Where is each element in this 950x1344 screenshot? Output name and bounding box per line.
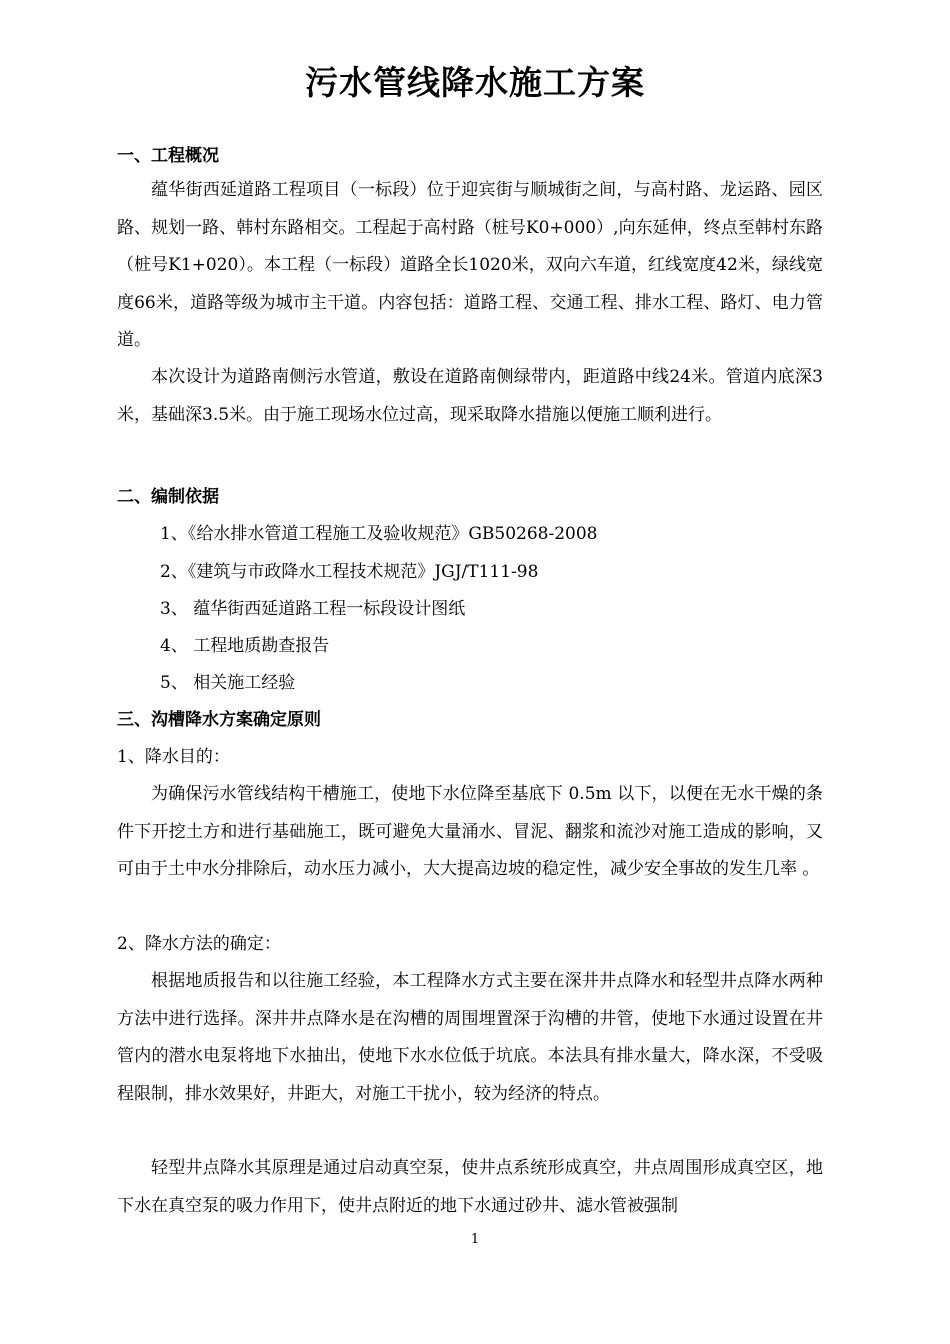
- document-title: 污水管线降水施工方案: [305, 63, 645, 102]
- list-item: 5、 相关施工经验: [160, 673, 296, 693]
- list-item: 1、《给水排水管道工程施工及验收规范》GB50268-2008: [160, 524, 598, 544]
- paragraph-method-2: 轻型井点降水其原理是通过启动真空泵，使井点系统形成真空，井点周围形成真空区，地下水在真空泵的吸力作用下，使井点附近的地下水通过砂井、滤水管被强制: [117, 1158, 823, 1216]
- section-heading-overview: 一、工程概况: [117, 146, 219, 166]
- list-item: 4、 工程地质勘查报告: [160, 636, 330, 656]
- list-item: 3、 蕴华街西延道路工程一标段设计图纸: [160, 599, 466, 619]
- paragraph-method-1: 根据地质报告和以往施工经验，本工程降水方式主要在深井井点降水和轻型井点降水两种方法中进行选择。深井井点降水是在沟槽的周围埋置深于沟槽的井管，使地下水通过设置在井管内的潜水电泵将地下水抽出，使地下水水位低于坑底。本法具有排水量大，降水深，不受吸程限制，排水效果好，井距大，对施工干扰小，较为经济的特点。: [117, 971, 823, 1104]
- list-item: 2、《建筑与市政降水工程技术规范》JGJ/T111-98: [160, 562, 539, 582]
- paragraph-overview-2: 本次设计为道路南侧污水管道，敷设在道路南侧绿带内，距道路中线24米。管道内底深3米，基础深3.5米。由于施工现场水位过高，现采取降水措施以便施工顺利进行。: [117, 367, 823, 425]
- subheading-method: 2、降水方法的确定：: [117, 934, 281, 954]
- section-heading-basis: 二、编制依据: [117, 487, 219, 507]
- page-number: 1: [470, 1232, 480, 1247]
- paragraph-purpose: 为确保污水管线结构干槽施工，使地下水位降至基底下 0.5m 以下，以便在无水干燥的条件下开挖土方和进行基础施工，既可避免大量涌水、冒泥、翻浆和流沙对施工造成的影响，又可由于土中水分排除后，动水压力减小，大大提高边坡的稳定性，减少安全事故的发生几率 。: [117, 784, 823, 879]
- paragraph-overview-1: 蕴华街西延道路工程项目（一标段）位于迎宾街与顺城街之间，与高村路、龙运路、园区路、规划一路、韩村东路相交。工程起于高村路（桩号K0+000）,向东延伸，终点至韩村东路（桩号K1+020）。本工程（一标段）道路全长1020米，双向六车道，红线宽度42米，绿线宽度66米，道路等级为城市主干道。内容包括：道路工程、交通工程、排水工程、路灯、电力管道。: [117, 180, 823, 350]
- section-heading-principles: 三、沟槽降水方案确定原则: [117, 710, 321, 730]
- subheading-purpose: 1、降水目的：: [117, 747, 230, 767]
